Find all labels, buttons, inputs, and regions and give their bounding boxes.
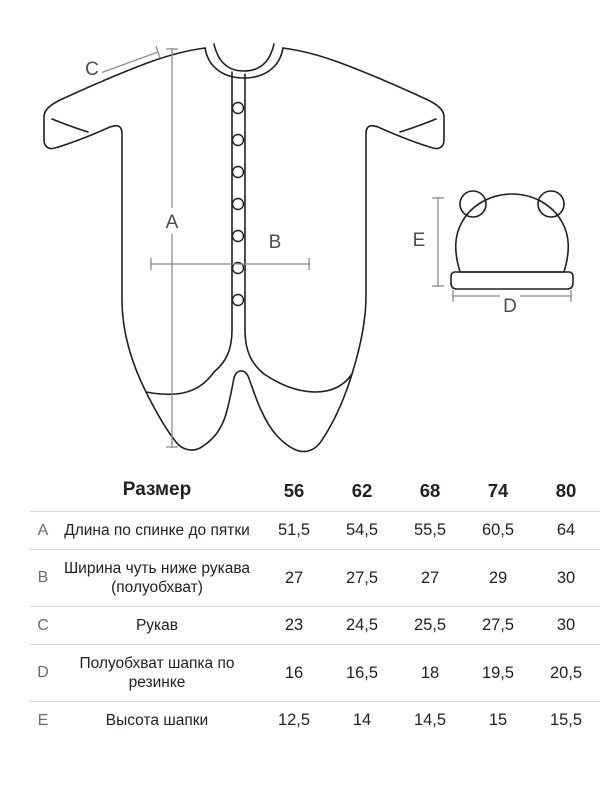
row-b-value-80: 30 bbox=[532, 550, 600, 607]
label-d: D bbox=[503, 296, 517, 317]
header-size-80: 80 bbox=[532, 470, 600, 512]
row-d-value-80: 20,5 bbox=[532, 645, 600, 702]
header-size-74: 74 bbox=[464, 470, 532, 512]
row-c-value-80: 30 bbox=[532, 607, 600, 645]
row-e-value-80: 15,5 bbox=[549, 711, 583, 729]
row-label-b: Ширина чуть ниже рукава (полуобхват) bbox=[56, 550, 260, 607]
row-letter-d: D bbox=[30, 645, 56, 702]
row-label-d: Полуобхват шапка по резинке bbox=[56, 645, 260, 702]
header-size-62: 62 bbox=[328, 470, 396, 512]
label-e: E bbox=[412, 230, 426, 251]
row-a-value-62: 54,5 bbox=[328, 512, 396, 550]
table-row bbox=[30, 645, 600, 702]
row-a-value-74: 60,5 bbox=[464, 512, 532, 550]
row-a-value-80: 64 bbox=[532, 512, 600, 550]
row-b-value-68: 27 bbox=[396, 550, 464, 607]
row-b-value-74: 29 bbox=[464, 550, 532, 607]
row-e-value-62: 14 bbox=[352, 711, 372, 729]
row-a-value-56: 51,5 bbox=[260, 512, 328, 550]
row-c-value-68: 25,5 bbox=[396, 607, 464, 645]
row-b-value-56: 27 bbox=[260, 550, 328, 607]
row-label-e: Высота шапки bbox=[105, 712, 209, 729]
row-letter-b: B bbox=[30, 550, 56, 607]
table-row bbox=[30, 607, 600, 645]
table-row bbox=[30, 550, 600, 607]
header-size-68: 68 bbox=[396, 470, 464, 512]
row-b-value-62: 27,5 bbox=[328, 550, 396, 607]
row-letter-c: C bbox=[30, 607, 56, 645]
row-letter-e: E bbox=[37, 711, 49, 729]
label-a: A bbox=[165, 212, 179, 233]
table-header-row bbox=[30, 470, 600, 512]
table-row bbox=[30, 702, 600, 740]
row-label-c: Рукав bbox=[56, 607, 260, 645]
row-a-value-68: 55,5 bbox=[396, 512, 464, 550]
row-d-value-74: 19,5 bbox=[464, 645, 532, 702]
row-c-value-62: 24,5 bbox=[328, 607, 396, 645]
label-c: C bbox=[85, 59, 99, 80]
row-e-value-56: 12,5 bbox=[277, 711, 311, 729]
row-c-value-56: 23 bbox=[260, 607, 328, 645]
header-letter-cell bbox=[30, 470, 56, 512]
row-d-value-62: 16,5 bbox=[328, 645, 396, 702]
row-label-a: Длина по спинке до пятки bbox=[56, 512, 260, 550]
row-d-value-68: 18 bbox=[396, 645, 464, 702]
row-e-value-74: 15 bbox=[488, 711, 508, 729]
row-letter-a: A bbox=[30, 512, 56, 550]
label-b: B bbox=[268, 232, 282, 253]
header-size-56: 56 bbox=[260, 470, 328, 512]
size-table-wrapper bbox=[0, 470, 600, 800]
row-e-value-68: 14,5 bbox=[413, 711, 447, 729]
header-label: Размер bbox=[56, 470, 260, 512]
row-c-value-74: 27,5 bbox=[464, 607, 532, 645]
size-table bbox=[30, 470, 600, 739]
table-row bbox=[30, 512, 600, 550]
row-d-value-56: 16 bbox=[260, 645, 328, 702]
